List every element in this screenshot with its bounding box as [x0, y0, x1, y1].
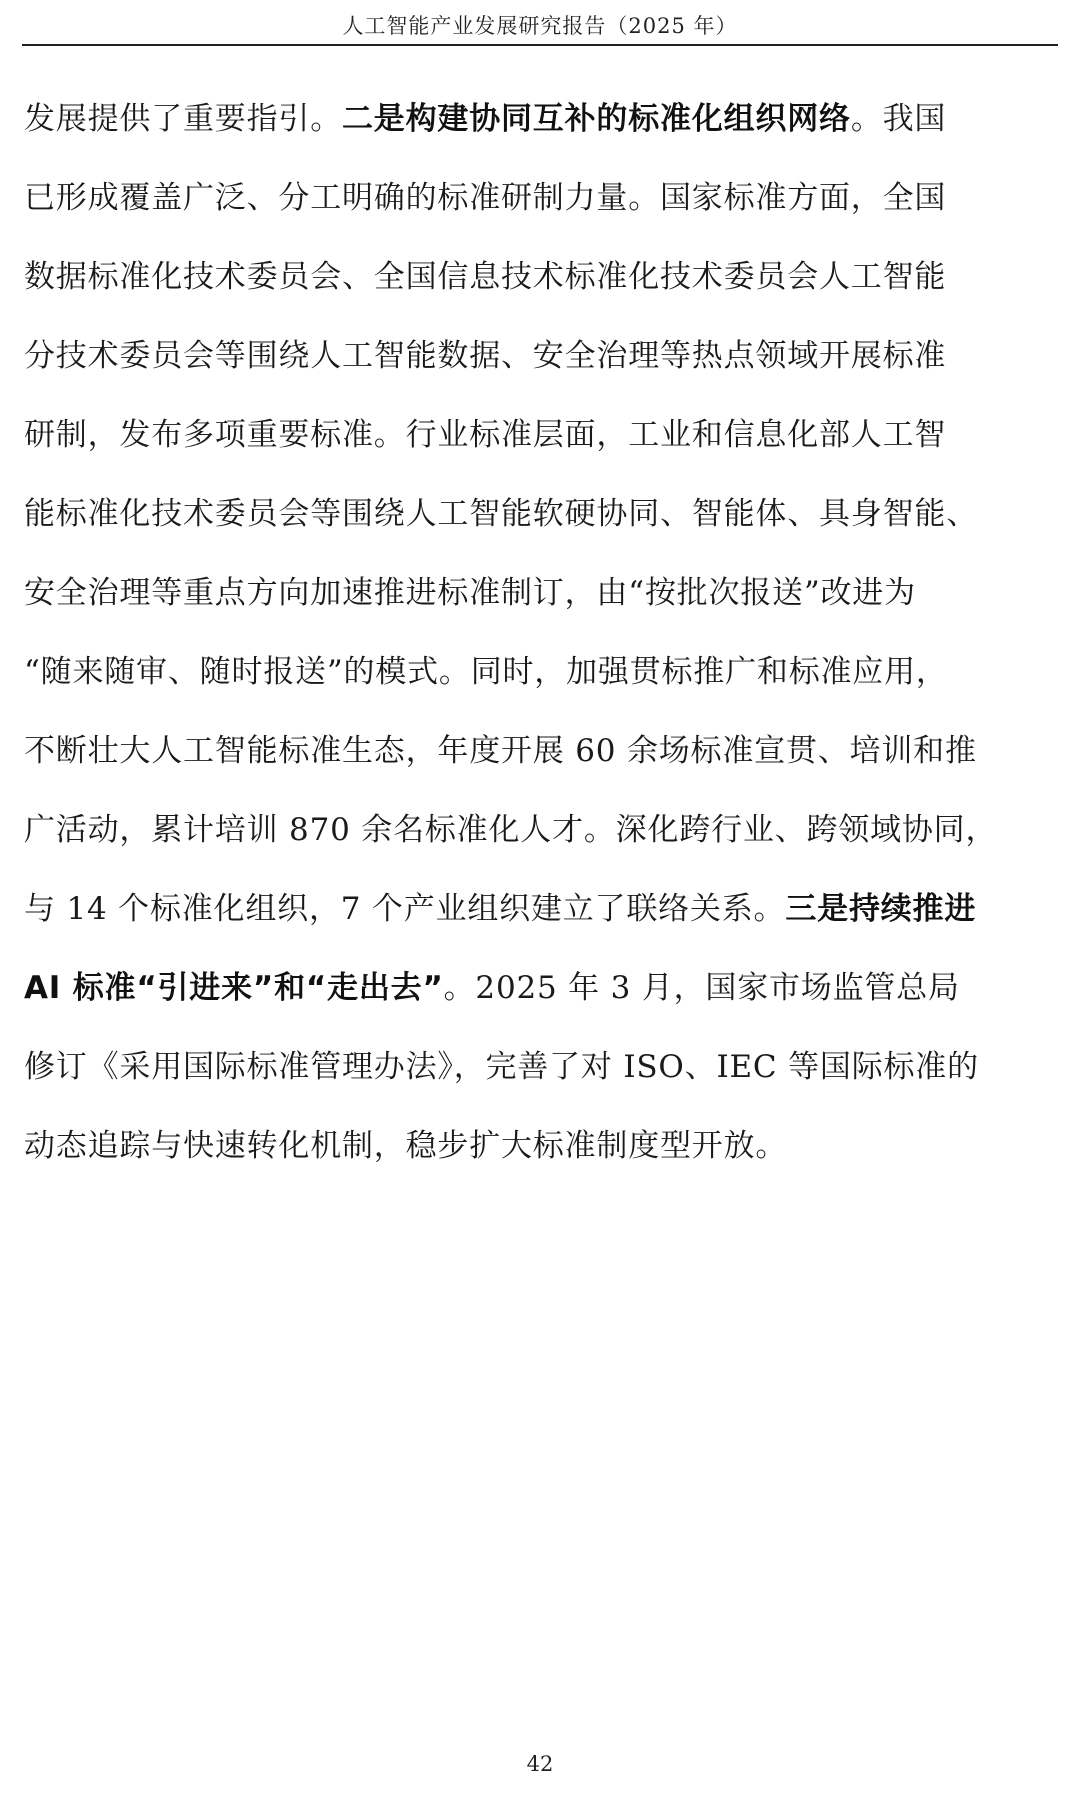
- text-segment: 安全治理等重点方向加速推进标准制订，由“按批次报送”改进为: [24, 575, 916, 611]
- text-line: [24, 1028, 1054, 1107]
- body-paragraph: [24, 80, 1054, 1186]
- text-segment: 发展提供了重要指引。: [24, 101, 342, 137]
- bold-text-segment: 三是持续推进: [785, 891, 977, 927]
- text-segment: 数据标准化技术委员会、全国信息技术标准化技术委员会人工智能: [24, 259, 947, 295]
- text-segment: 修订《采用国际标准管理办法》，完善了对 ISO、IEC 等国际标准的: [24, 1049, 979, 1085]
- text-segment: 广活动，累计培训 870 余名标准化人才。深化跨行业、跨领域协同，: [24, 812, 998, 848]
- page-header: [22, 0, 1058, 46]
- text-line: [24, 633, 1054, 712]
- page-number: 42: [526, 1752, 554, 1776]
- text-line: [24, 791, 1054, 870]
- text-segment: 与 14 个标准化组织，7 个产业组织建立了联络关系。: [24, 891, 786, 927]
- text-line: [24, 554, 1054, 633]
- text-line: [24, 317, 1054, 396]
- bold-text-segment: 二是构建协同互补的标准化组织网络: [342, 101, 851, 137]
- text-segment: 。我国: [850, 101, 947, 137]
- text-segment: “随来随审、随时报送”的模式。同时，加强贯标推广和标准应用，: [24, 654, 948, 690]
- text-segment: 研制，发布多项重要标准。行业标准层面，工业和信息化部人工智: [24, 417, 947, 453]
- text-line: [24, 159, 1054, 238]
- text-line: [24, 396, 1054, 475]
- bold-text-segment: AI 标准“引进来”和“走出去”: [24, 970, 444, 1006]
- text-segment: 动态追踪与快速转化机制，稳步扩大标准制度型开放。: [24, 1128, 788, 1164]
- text-segment: 分技术委员会等围绕人工智能数据、安全治理等热点领域开展标准: [24, 338, 947, 374]
- text-line: [24, 949, 1054, 1028]
- text-line: [24, 238, 1054, 317]
- text-segment: 。2025 年 3 月，国家市场监管总局: [443, 970, 960, 1006]
- text-line: [24, 475, 1054, 554]
- header-title: 人工智能产业发展研究报告（2025 年）: [342, 14, 738, 38]
- text-segment: 不断壮大人工智能标准生态，年度开展 60 余场标准宣贯、培训和推: [24, 733, 977, 769]
- text-line: [24, 870, 1054, 949]
- text-segment: 能标准化技术委员会等围绕人工智能软硬协同、智能体、具身智能、: [24, 496, 978, 532]
- text-line: [24, 1107, 1054, 1186]
- text-segment: 已形成覆盖广泛、分工明确的标准研制力量。国家标准方面，全国: [24, 180, 947, 216]
- text-line: [24, 712, 1054, 791]
- text-line: [24, 80, 1054, 159]
